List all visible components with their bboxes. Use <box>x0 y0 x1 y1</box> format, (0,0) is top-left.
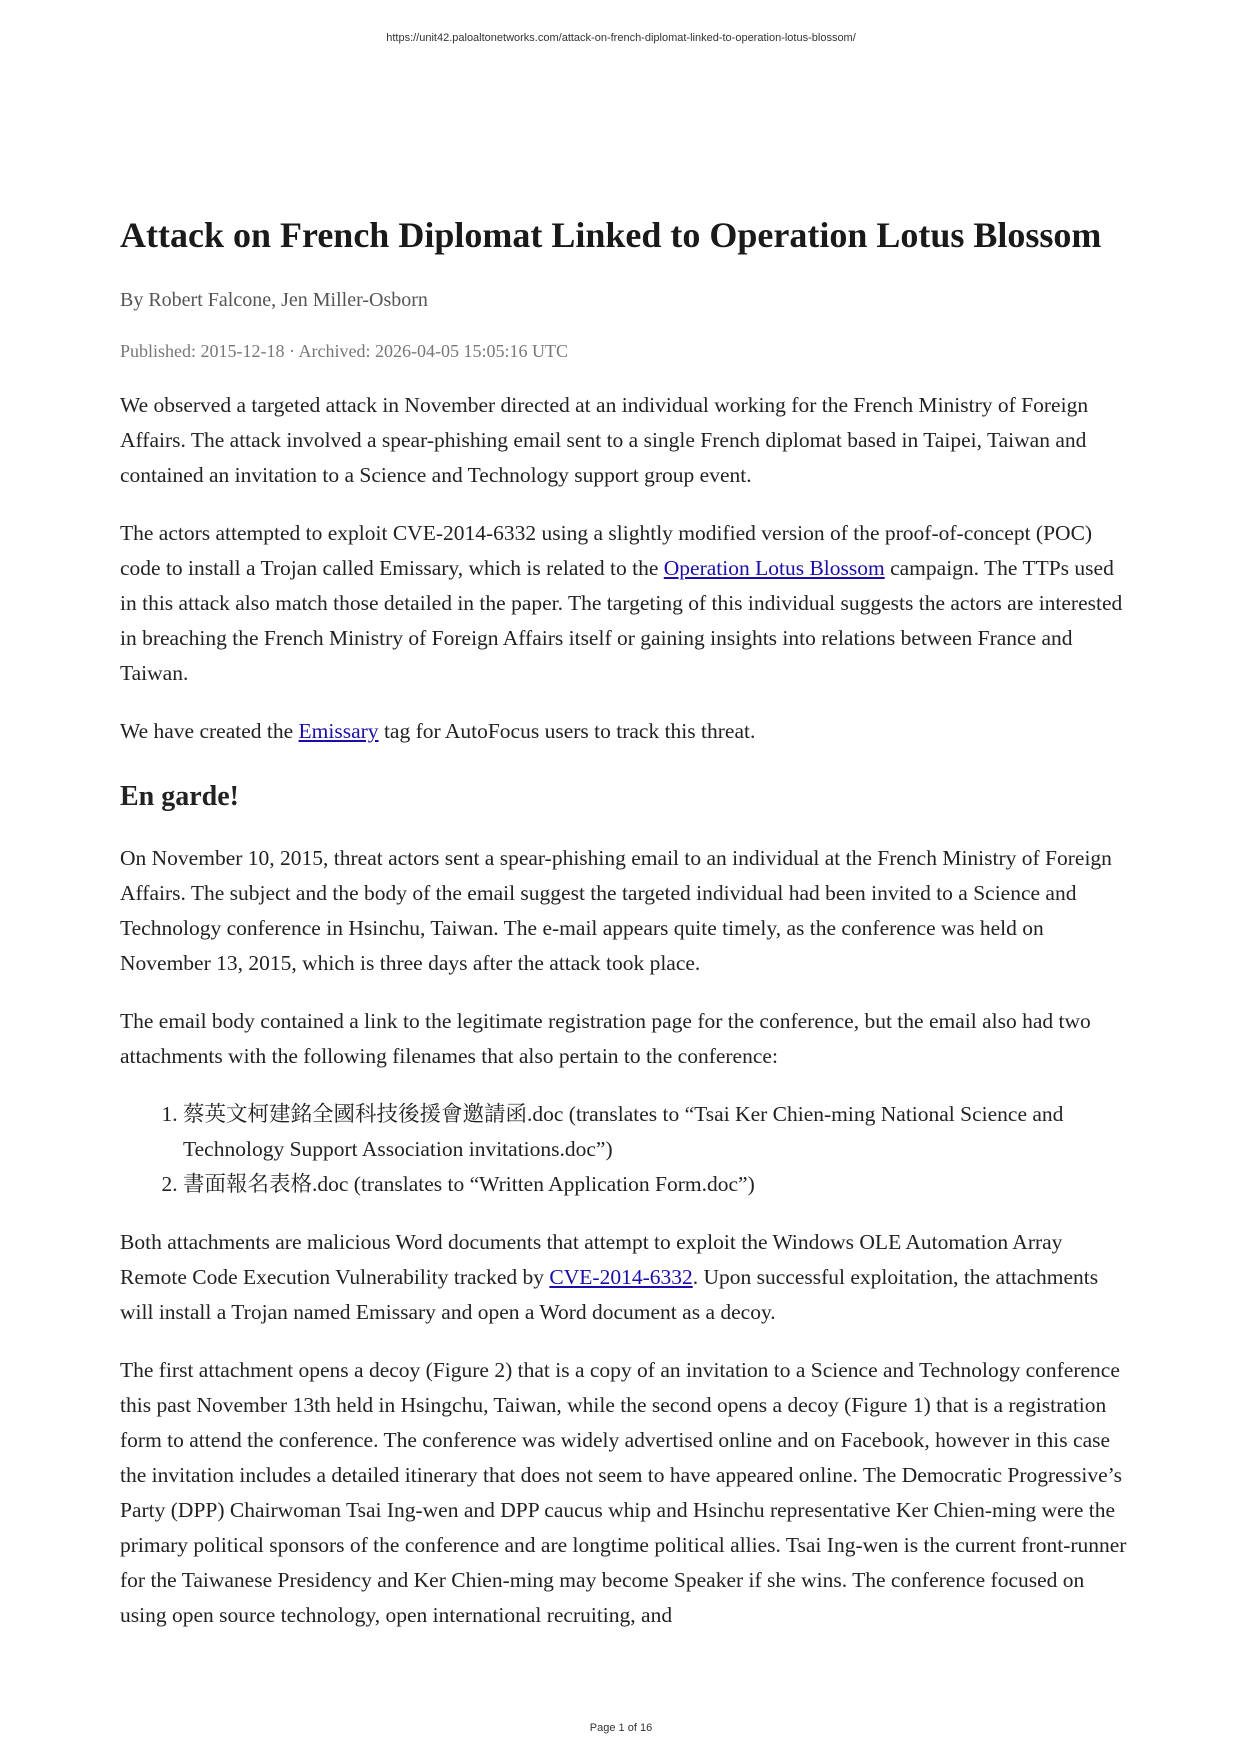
operation-lotus-blossom-link[interactable]: Operation Lotus Blossom <box>663 556 885 580</box>
paragraph: The email body contained a link to the legitimate registration page for the conference, but the email also had two attachments with the following filenames that also pertain to the conference: <box>120 1009 1091 1068</box>
article-title: Attack on French Diplomat Linked to Operation Lotus Blossom <box>120 215 1102 255</box>
paragraph <box>120 516 1132 691</box>
paragraph <box>120 714 1132 749</box>
section-heading: En garde! <box>120 781 239 812</box>
text: tag for AutoFocus users to track this threat. <box>378 719 756 743</box>
paragraph <box>120 1225 1132 1330</box>
text: . Upon successful exploitation, the attachments will install a Trojan named Emissary and open a Word document as a decoy. <box>120 1265 1099 1324</box>
paragraph: On November 10, 2015, threat actors sent a spear-phishing email to an individual at the French Ministry of Foreign Affairs. The subject and the body of the email suggest the targeted individual had been invited to a Science and Technology conference in Hsinchu, Taiwan. The e-mail appears quite timely, as the conference was held on November 13, 2015, which is three days after the attack took place. <box>120 846 1112 975</box>
article <box>120 212 1132 1656</box>
text: campaign. The TTPs used in this attack also match those detailed in the paper. The targeting of this individual suggests the actors are interested in breaching the French Ministry of Foreign Affairs itself or gaining insights into relations between France and Taiwan. <box>120 556 1123 685</box>
text: The actors attempted to exploit CVE-2014-6332 using a slightly modified version of the proof-of-concept (POC) code to install a Trojan called Emissary, which is related to the <box>120 521 1093 580</box>
list-item: 1. 蔡英文柯建銘全國科技後援會邀請函.doc (translates to “Tsai Ker Chien-ming National Science and Technology Support Association invitations.doc”) <box>183 1097 1132 1167</box>
page-url: https://unit42.paloaltonetworks.com/attack-on-french-diplomat-linked-to-operation-lotus-blossom/ <box>386 32 856 44</box>
attachment-list <box>120 1097 1132 1202</box>
paragraph: The first attachment opens a decoy (Figure 2) that is a copy of an invitation to a Science and Technology conference this past November 13th held in Hsingchu, Taiwan, while the second opens a decoy (Figure 1) that is a registration form to attend the conference. The conference was widely advertised online and on Facebook, however in this case the invitation includes a detailed itinerary that does not seem to have appeared online. The Democratic Progressive’s Party (DPP) Chairwoman Tsai Ing-wen and DPP caucus whip and Hsinchu representative Ker Chien-ming were the primary political sponsors of the conference and are longtime political allies. Tsai Ing-wen is the current front-runner for the Taiwanese Presidency and Ker Chien-ming may become Speaker if she wins. The conference focused on using open source technology, open international recruiting, and <box>120 1358 1127 1627</box>
paragraph: We observed a targeted attack in November directed at an individual working for the French Ministry of Foreign Affairs. The attack involved a spear-phishing email sent to a single French diplomat based in Taipei, Taiwan and contained an invitation to a Science and Technology support group event. <box>120 393 1089 487</box>
publish-meta: Published: 2015-12-18 · Archived: 2026-04-05 15:05:16 UTC <box>120 341 568 361</box>
emissary-link[interactable]: Emissary <box>298 719 379 743</box>
page-number: Page 1 of 16 <box>589 1722 653 1734</box>
text: We have created the <box>120 719 299 743</box>
list-item: 2. 書面報名表格.doc (translates to “Written Application Form.doc”) <box>183 1167 1132 1202</box>
text: Both attachments are malicious Word documents that attempt to exploit the Windows OLE Automation Array Remote Code Execution Vulnerability tracked by <box>120 1230 1063 1289</box>
byline: By Robert Falcone, Jen Miller-Osborn <box>120 289 428 311</box>
cve-link[interactable]: CVE-2014-6332 <box>549 1265 693 1289</box>
